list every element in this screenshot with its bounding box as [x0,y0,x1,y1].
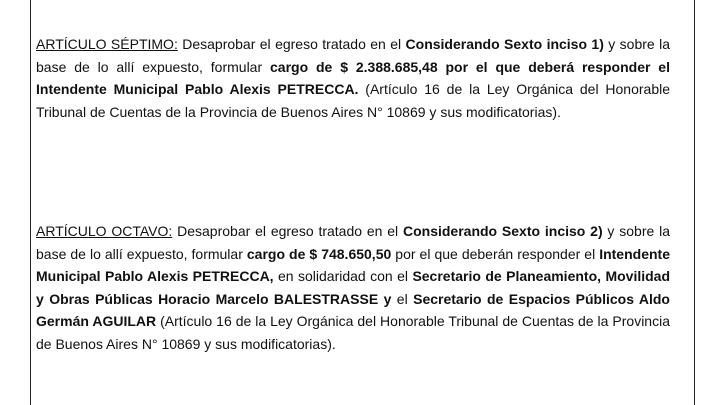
article-octavo-text-5: el [391,290,414,307]
article-septimo-text-2: y sobre la base de lo allí expuesto, formular [36,36,670,75]
article-octavo-text-2: y sobre la base de lo allí expuesto, formular [36,223,670,262]
left-border-line [30,0,31,405]
article-octavo-text-1: Desaprobar el egreso tratado en el [172,223,403,239]
right-border-line [694,0,695,405]
article-septimo-cargo: cargo de $ 2.388.685,48 por el que deberá responder el Intendente Municipal Pablo Alexis PETRECCA. [36,58,670,98]
article-octavo-text-6: (Artículo 16 de la Ley Orgánica del Honorable Tribunal de Cuentas de la Provincia de Buenos Aires N° 10869 y sus modificatorias). [36,313,670,352]
article-octavo-cargo: cargo de $ 748.650,50 [246,245,392,262]
article-octavo [36,220,670,356]
article-octavo-considerando: Considerando Sexto inciso 2) [402,223,603,239]
article-septimo-considerando: Considerando Sexto inciso 1) [405,36,604,52]
article-octavo-text-4: en solidaridad con el [273,268,413,285]
article-septimo-text-1: Desaprobar el egreso tratado en el [177,36,406,52]
article-septimo [36,33,670,123]
article-septimo-heading: ARTÍCULO SÉPTIMO: [36,36,178,52]
article-octavo-secretario-espacios: Secretario de Espacios Públicos Aldo Germán AGUILAR [36,290,670,330]
article-octavo-secretario-planeamiento: Secretario de Planeamiento, Movilidad y Obras Públicas Horacio Marcelo BALESTRASSE y [36,268,670,307]
article-octavo-intendente: Intendente Municipal Pablo Alexis PETRECCA, [36,245,670,285]
article-octavo-heading: ARTÍCULO OCTAVO: [36,223,173,239]
article-octavo-text-3: por el que deberán responder el [391,245,600,262]
article-septimo-text-3: (Artículo 16 de la Ley Orgánica del Honorable Tribunal de Cuentas de la Provincia de Buenos Aires N° 10869 y sus modificatorias). [36,81,671,120]
